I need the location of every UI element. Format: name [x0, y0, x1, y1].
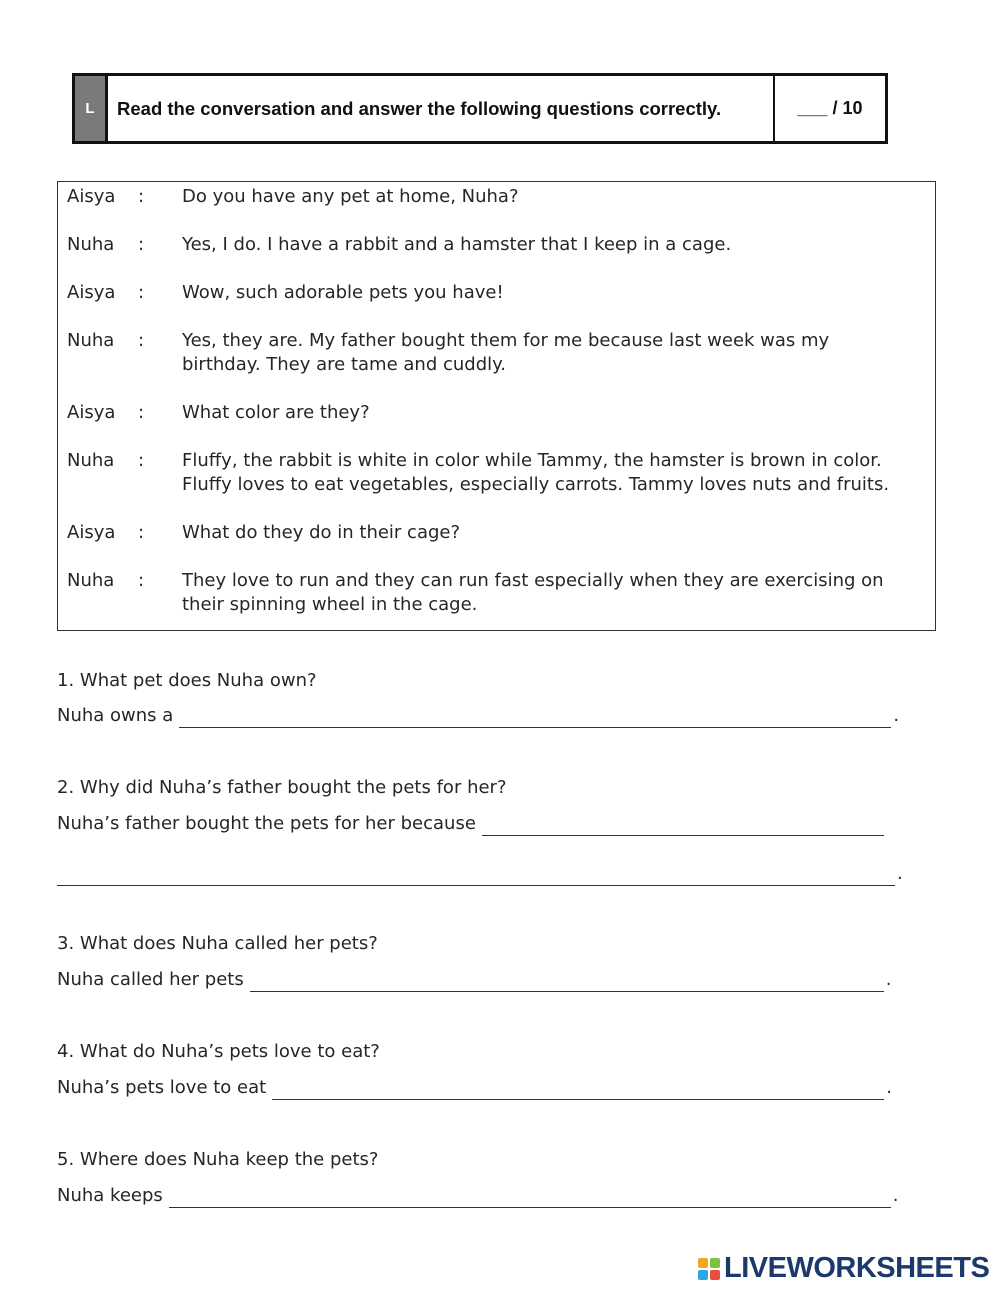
- dialogue-turn: [58, 281, 935, 305]
- speaker-name: Nuha: [67, 234, 115, 255]
- dialogue-line: What color are they?: [182, 402, 370, 423]
- dialogue-turn: [58, 329, 935, 377]
- instruction-header: [72, 73, 888, 144]
- dialogue-turn: [58, 569, 935, 617]
- answer-prefix: Nuha’s father bought the pets for her because: [57, 813, 476, 834]
- dialogue-turn: [58, 401, 935, 425]
- answer-prefix: Nuha’s pets love to eat: [57, 1077, 267, 1098]
- answer-end: .: [885, 969, 892, 990]
- speaker-separator: :: [138, 522, 145, 543]
- answer-prefix: Nuha owns a: [57, 705, 174, 726]
- answer-3-blank[interactable]: [250, 972, 884, 992]
- question-3: 3. What does Nuha called her pets?: [57, 933, 378, 954]
- answer-2-blank[interactable]: [482, 816, 884, 836]
- speaker-separator: :: [138, 330, 145, 351]
- speaker-name: Nuha: [67, 450, 115, 471]
- dialogue-turn: [58, 233, 935, 257]
- answer-prefix: Nuha called her pets: [57, 969, 244, 990]
- question-4: 4. What do Nuha’s pets love to eat?: [57, 1041, 380, 1062]
- speaker-separator: :: [138, 234, 145, 255]
- answer-row-2-continued: [57, 862, 903, 886]
- speaker-name: Aisya: [67, 282, 116, 303]
- dialogue-line: Do you have any pet at home, Nuha?: [182, 186, 519, 207]
- answer-row-5: [57, 1184, 899, 1208]
- question-5: 5. Where does Nuha keep the pets?: [57, 1149, 379, 1170]
- dialogue-line: birthday. They are tame and cuddly.: [182, 354, 506, 375]
- speaker-separator: :: [138, 450, 145, 471]
- answer-prefix: Nuha keeps: [57, 1185, 163, 1206]
- speaker-separator: :: [138, 570, 145, 591]
- answer-end: .: [886, 1077, 892, 1098]
- conversation-box: [57, 181, 936, 631]
- dialogue-turn: [58, 185, 935, 209]
- dialogue-line: their spinning wheel in the cage.: [182, 594, 478, 615]
- dialogue-line: What do they do in their cage?: [182, 522, 461, 543]
- score-field: ___ / 10: [797, 98, 863, 118]
- dialogue-line: Yes, I do. I have a rabbit and a hamster that I keep in a cage.: [182, 234, 732, 255]
- answer-4-blank[interactable]: [272, 1080, 884, 1100]
- answer-1-blank[interactable]: [179, 708, 891, 728]
- speaker-name: Nuha: [67, 570, 115, 591]
- answer-end: .: [893, 705, 900, 726]
- dialogue-line: Fluffy, the rabbit is white in color while Tammy, the hamster is brown in color.: [182, 450, 882, 471]
- question-1: 1. What pet does Nuha own?: [57, 670, 317, 691]
- dialogue-line: Fluffy loves to eat vegetables, especially carrots. Tammy loves nuts and fruits.: [182, 474, 890, 495]
- logo-block: [698, 1258, 708, 1268]
- answer-row-2: [57, 812, 884, 836]
- instruction-text: Read the conversation and answer the following questions correctly.: [108, 76, 775, 141]
- speaker-separator: :: [138, 186, 145, 207]
- answer-row-1: [57, 704, 899, 728]
- logo-block: [710, 1258, 720, 1268]
- dialogue-line: Yes, they are. My father bought them for me because last week was my: [182, 330, 830, 351]
- speaker-separator: :: [138, 282, 145, 303]
- answer-end: .: [897, 863, 903, 884]
- liveworksheets-logo: [698, 1252, 989, 1285]
- dialogue-line: Wow, such adorable pets you have!: [182, 282, 504, 303]
- logo-blocks-icon: [698, 1258, 720, 1280]
- speaker-name: Nuha: [67, 330, 115, 351]
- logo-block: [698, 1270, 708, 1280]
- dialogue-turn: [58, 449, 935, 497]
- answer-row-4: [57, 1076, 892, 1100]
- answer-2-blank-line-2[interactable]: [57, 866, 895, 886]
- speaker-name: Aisya: [67, 402, 116, 423]
- dialogue-turn: [58, 521, 935, 545]
- section-label: L: [75, 76, 108, 141]
- question-2: 2. Why did Nuha’s father bought the pets for her?: [57, 777, 507, 798]
- speaker-separator: :: [138, 402, 145, 423]
- answer-5-blank[interactable]: [169, 1188, 891, 1208]
- speaker-name: Aisya: [67, 522, 116, 543]
- dialogue-line: They love to run and they can run fast especially when they are exercising on: [182, 570, 884, 591]
- answer-end: .: [892, 1185, 899, 1206]
- logo-block: [710, 1270, 720, 1280]
- answer-row-3: [57, 968, 891, 992]
- logo-text: LIVEWORKSHEETS: [724, 1252, 990, 1284]
- speaker-name: Aisya: [67, 186, 116, 207]
